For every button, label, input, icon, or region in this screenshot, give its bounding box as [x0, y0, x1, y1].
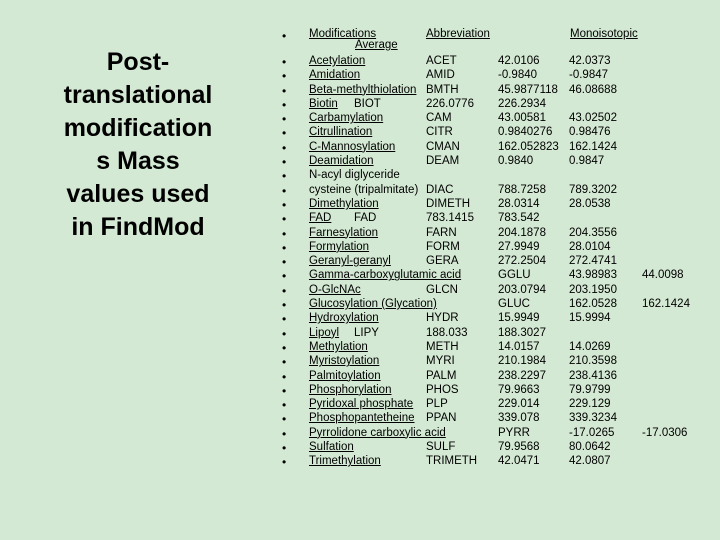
average-mass: 272.4741	[569, 255, 617, 268]
table-row	[309, 183, 709, 197]
average-mass: 226.2934	[498, 97, 546, 110]
table-body	[309, 54, 709, 469]
abbreviation: PLP	[426, 398, 448, 411]
table-row	[309, 240, 709, 254]
table-row	[309, 83, 709, 97]
bullet-icon: •	[282, 69, 287, 84]
modification-name: Hydroxylation	[309, 312, 379, 325]
average-mass: 0.98476	[569, 126, 611, 139]
bullet-icon: •	[282, 441, 287, 456]
monoisotopic-mass: 79.9568	[498, 441, 540, 454]
abbreviation: ACET	[426, 55, 457, 67]
monoisotopic-mass: -17.0265	[569, 426, 615, 439]
average-mass: 203.1950	[569, 283, 617, 296]
average-mass: 14.0269	[569, 340, 611, 353]
average-mass: 783.542	[498, 212, 540, 225]
modification-name: Citrullination	[309, 126, 373, 139]
average-mass: 42.0807	[569, 455, 611, 468]
monoisotopic-mass: 27.9949	[498, 240, 540, 253]
modification-name: Lipoyl	[309, 326, 340, 339]
modification-name: Phosphorylation	[309, 383, 392, 396]
abbreviation: GLCN	[426, 283, 458, 296]
average-mass: 162.1424	[642, 298, 690, 311]
average-mass: 44.0098	[642, 269, 684, 282]
modification-name: Methylation	[309, 340, 368, 353]
table-row	[309, 326, 709, 340]
average-mass: 46.08688	[569, 83, 617, 96]
bullet-icon: •	[282, 398, 287, 413]
average-mass: 162.1424	[569, 140, 617, 153]
monoisotopic-mass: 0.9840	[498, 155, 534, 168]
monoisotopic-mass: 15.9949	[498, 312, 540, 325]
average-mass: 238.4136	[569, 369, 617, 382]
header-average: Average	[355, 39, 398, 51]
table-row	[309, 297, 709, 311]
abbreviation: FAD	[354, 212, 377, 225]
bullet-icon: •	[282, 340, 287, 355]
monoisotopic-mass: 210.1984	[498, 355, 546, 368]
abbreviation: METH	[426, 340, 459, 353]
abbreviation: GLUC	[498, 298, 530, 311]
abbreviation: FORM	[426, 240, 460, 253]
average-mass: 0.9847	[569, 155, 605, 168]
table-row	[309, 211, 709, 225]
abbreviation: GGLU	[498, 269, 531, 282]
table-row	[309, 383, 709, 397]
monoisotopic-mass: 45.9877118	[498, 83, 558, 96]
table-row	[309, 268, 709, 282]
abbreviation: GERA	[426, 255, 459, 268]
abbreviation: CAM	[426, 112, 452, 125]
bullet-icon: •	[282, 140, 287, 155]
modification-name: N-acyl diglyceride	[309, 169, 400, 182]
table-row	[309, 440, 709, 454]
table-row	[309, 369, 709, 383]
bullet-icon: •	[282, 29, 287, 43]
modification-name: Biotin	[309, 97, 338, 110]
bullet-icon: •	[282, 455, 287, 470]
monoisotopic-mass: 188.033	[426, 326, 468, 339]
monoisotopic-mass: 79.9663	[498, 383, 540, 396]
bullet-icon: •	[282, 426, 287, 441]
average-mass: 79.9799	[569, 383, 611, 396]
table-row	[309, 197, 709, 211]
monoisotopic-mass: 203.0794	[498, 283, 546, 296]
modification-table	[309, 28, 709, 469]
abbreviation: BMTH	[426, 83, 459, 96]
monoisotopic-mass: 0.9840276	[498, 126, 553, 139]
average-mass: 339.3234	[569, 412, 617, 425]
monoisotopic-mass: 162.052823	[498, 140, 559, 153]
abbreviation: PALM	[426, 369, 457, 382]
average-mass: 789.3202	[569, 183, 617, 196]
table-row	[309, 354, 709, 368]
abbreviation: PPAN	[426, 412, 457, 425]
bullet-column	[282, 29, 294, 470]
modification-name: Glucosylation (Glycation)	[309, 298, 437, 311]
title-line: s Mass	[96, 147, 180, 175]
bullet-icon: •	[282, 97, 287, 112]
bullet-icon: •	[282, 226, 287, 241]
modification-name: Carbamylation	[309, 112, 384, 125]
abbreviation: DIMETH	[426, 197, 471, 210]
title-line: translational	[63, 81, 213, 109]
abbreviation: CMAN	[426, 140, 460, 153]
modification-name: Myristoylation	[309, 355, 380, 368]
modification-name: Gamma-carboxyglutamic acid	[309, 269, 462, 282]
header-monoisotopic: Monoisotopic	[570, 28, 638, 40]
bullet-icon: •	[282, 155, 287, 170]
table-row	[309, 140, 709, 154]
bullet-icon: •	[282, 126, 287, 141]
bullet-icon: •	[282, 269, 287, 284]
bullet-icon: •	[282, 240, 287, 255]
bullet-icon: •	[282, 112, 287, 127]
modification-name: Acetylation	[309, 55, 366, 67]
monoisotopic-mass: 43.98983	[569, 269, 617, 282]
bullet-icon: •	[282, 197, 287, 212]
abbreviation: CITR	[426, 126, 453, 139]
slide-title	[38, 46, 238, 244]
table-row	[309, 97, 709, 111]
modification-name: Beta-methylthiolation	[309, 83, 417, 96]
abbreviation: LIPY	[354, 326, 379, 339]
modification-name: cysteine (tripalmitate)	[309, 183, 419, 196]
modification-name: Pyrrolidone carboxylic acid	[309, 426, 446, 439]
monoisotopic-mass: 204.1878	[498, 226, 546, 239]
abbreviation: DIAC	[426, 183, 454, 196]
monoisotopic-mass: 339.078	[498, 412, 540, 425]
modification-name: Palmitoylation	[309, 369, 381, 382]
bullet-icon: •	[282, 326, 287, 341]
header-abbreviation: Abbreviation	[426, 28, 490, 40]
table-row	[309, 168, 709, 182]
bullet-icon: •	[282, 298, 287, 313]
bullet-icon: •	[282, 255, 287, 270]
table-row	[309, 454, 709, 468]
abbreviation: PHOS	[426, 383, 459, 396]
header-modifications: Modifications	[309, 28, 377, 40]
monoisotopic-mass: 272.2504	[498, 255, 546, 268]
table-row	[309, 311, 709, 325]
modification-name: Geranyl-geranyl	[309, 255, 391, 268]
average-mass: -17.0306	[642, 426, 688, 439]
average-mass: 28.0104	[569, 240, 611, 253]
monoisotopic-mass: 783.1415	[426, 212, 474, 225]
title-line: values used	[66, 180, 210, 208]
bullet-icon: •	[282, 169, 287, 184]
bullet-icon: •	[282, 283, 287, 298]
bullet-icon: •	[282, 383, 287, 398]
average-mass: 15.9994	[569, 312, 611, 325]
average-mass: 210.3598	[569, 355, 617, 368]
table-row	[309, 54, 709, 68]
average-mass: 42.0373	[569, 55, 611, 67]
bullet-icon: •	[282, 55, 287, 69]
abbreviation: BIOT	[354, 97, 381, 110]
title-line: modification	[63, 114, 213, 142]
bullet-icon: •	[282, 369, 287, 384]
bullet-icon: •	[282, 183, 287, 198]
monoisotopic-mass: 42.0471	[498, 455, 540, 468]
monoisotopic-mass: 28.0314	[498, 197, 540, 210]
table-row	[309, 340, 709, 354]
monoisotopic-mass: 238.2297	[498, 369, 546, 382]
average-mass: 80.0642	[569, 441, 611, 454]
modification-name: Formylation	[309, 240, 370, 253]
modification-name: C-Mannosylation	[309, 140, 396, 153]
table-row	[309, 226, 709, 240]
bullet-icon: •	[282, 312, 287, 327]
average-mass: 28.0538	[569, 197, 611, 210]
average-mass: 43.02502	[569, 112, 617, 125]
table-row	[309, 111, 709, 125]
abbreviation: SULF	[426, 441, 456, 454]
modification-name: Deamidation	[309, 155, 374, 168]
bullet-icon: •	[282, 355, 287, 370]
table-row	[309, 254, 709, 268]
modification-name: Dimethylation	[309, 197, 379, 210]
bullet-icon: •	[282, 412, 287, 427]
modification-name: Sulfation	[309, 441, 354, 454]
bullet-icon: •	[282, 212, 287, 227]
table-header	[309, 28, 709, 54]
modification-name: Phosphopantetheine	[309, 412, 415, 425]
table-row	[309, 68, 709, 82]
title-line: Post-	[106, 48, 170, 76]
table-row	[309, 154, 709, 168]
abbreviation: HYDR	[426, 312, 459, 325]
monoisotopic-mass: -0.9840	[498, 69, 538, 82]
monoisotopic-mass: 43.00581	[498, 112, 546, 125]
abbreviation: FARN	[426, 226, 457, 239]
table-row	[309, 411, 709, 425]
average-mass: 229.129	[569, 398, 611, 411]
modification-name: Farnesylation	[309, 226, 379, 239]
modification-name: O-GlcNAc	[309, 283, 361, 296]
monoisotopic-mass: 229.014	[498, 398, 540, 411]
abbreviation: AMID	[426, 69, 455, 82]
bullet-icon: •	[282, 83, 287, 98]
table-row	[309, 125, 709, 139]
table-row	[309, 397, 709, 411]
modification-name: Pyridoxal phosphate	[309, 398, 414, 411]
modification-name: FAD	[309, 212, 332, 225]
modification-name: Amidation	[309, 69, 361, 82]
title-line: in FindMod	[71, 213, 205, 241]
monoisotopic-mass: 226.0776	[426, 97, 474, 110]
abbreviation: DEAM	[426, 155, 460, 168]
abbreviation: MYRI	[426, 355, 455, 368]
monoisotopic-mass: 14.0157	[498, 340, 540, 353]
monoisotopic-mass: 42.0106	[498, 55, 540, 67]
abbreviation: PYRR	[498, 426, 530, 439]
monoisotopic-mass: 162.0528	[569, 298, 617, 311]
abbreviation: TRIMETH	[426, 455, 478, 468]
average-mass: 204.3556	[569, 226, 617, 239]
modification-name: Trimethylation	[309, 455, 381, 468]
average-mass: 188.3027	[498, 326, 546, 339]
table-row	[309, 283, 709, 297]
monoisotopic-mass: 788.7258	[498, 183, 546, 196]
table-row	[309, 426, 709, 440]
average-mass: -0.9847	[569, 69, 609, 82]
